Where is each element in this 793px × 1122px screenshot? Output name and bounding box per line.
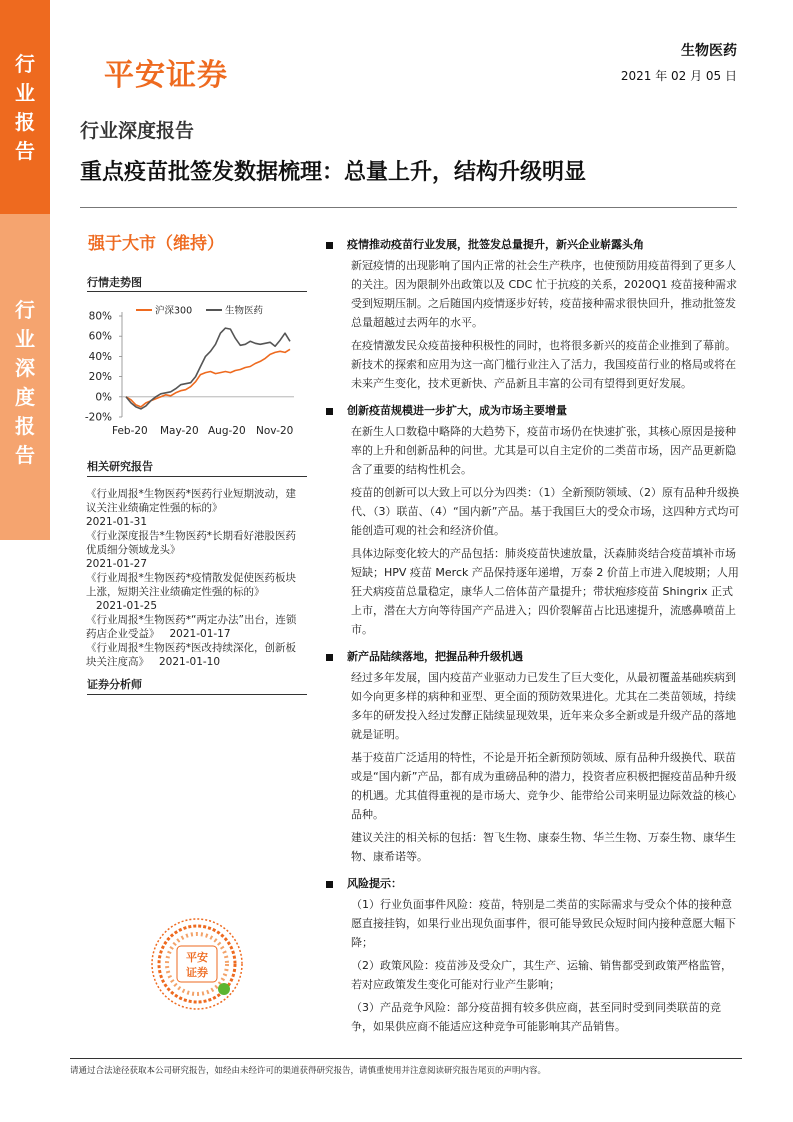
section-heading — [326, 236, 742, 254]
series-line-hs300 — [126, 349, 290, 407]
section-heading — [326, 402, 742, 420]
rating-label: 强于大市（维持） — [88, 234, 224, 254]
related-report-title: 《行业周报*生物医药*医改持续深化，创新板块关注度高》 — [86, 642, 296, 668]
analyst-divider — [87, 694, 307, 695]
paragraph: 新冠疫情的出现影响了国内正常的社会生产秩序，也使预防用疫苗得到了更多人的关注。因为限制外出政策以及 CDC 忙于抗疫的关系，2020Q1 疫苗接种需求受到短期压制。之后随国内疫情逐步好转，疫苗接种需求很快回升，推动批签发总量超越过去两年的水平。 — [351, 259, 737, 329]
sidebar-char: 报 — [15, 110, 35, 134]
section-heading-text: 新产品陆续落地，把握品种升级机遇 — [347, 650, 523, 663]
sidebar-char: 告 — [15, 139, 35, 163]
paragraph: 具体边际变化较大的产品包括：肺炎疫苗快速放量，沃森肺炎结合疫苗填补市场短缺；HPV 疫苗 Merck 产品保持逐年递增，万泰 2 价苗上市进入爬坡期；人用狂犬病疫苗总量稳定，康华人二倍体苗产量提升；带状疱疹疫苗 Shingrix 正式上市，潜在大方向等待国产产品进入；四价裂解苗占比迅速提升，流感鼻喷苗上市。 — [351, 547, 739, 636]
related-report-item[interactable] — [86, 571, 300, 613]
paragraph: 在新生人口数稳中略降的大趋势下，疫苗市场仍在快速扩张，其核心原因是接种率的上升和创新品种的问世。尤其是可以自主定价的二类苗市场，因产品更新隐含了重要的结构性机会。 — [351, 425, 736, 476]
sidebar-char: 度 — [15, 385, 35, 409]
related-report-title: 《行业周报*生物医药*疫情散发促使医药板块上涨，短期关注业绩确定性强的标的》 — [86, 572, 296, 598]
trend-divider — [87, 291, 307, 292]
paragraph: 经过多年发展，国内疫苗产业驱动力已发生了巨大变化，从最初覆盖基础疾病到如今向更多样的病种和亚型、更全面的预防效果进化。尤其在二类苗领域，持续多年的研发投入经过发酵正陆续显现效果，近年来众多全新或是升级产品的落地就是证明。 — [351, 671, 736, 741]
section-heading — [326, 875, 742, 893]
paragraph: （2）政策风险：疫苗涉及受众广，其生产、运输、销售都受到政策严格监管，若对应政策发生变化可能对行业产生影响； — [351, 959, 732, 991]
main-content — [326, 236, 742, 1040]
y-tick-label: -20% — [84, 411, 112, 424]
y-tick-label: 80% — [88, 310, 112, 323]
related-reports-list — [86, 487, 300, 669]
footer-divider — [70, 1058, 742, 1059]
page-title: 重点疫苗批签发数据梳理：总量上升，结构升级明显 — [80, 160, 587, 185]
qr-logo-text: 证券 — [186, 966, 208, 979]
related-heading: 相关研究报告 — [87, 460, 153, 473]
related-report-title: 《行业周报*生物医药*医药行业短期波动，建议关注业绩确定性强的标的》 — [86, 488, 296, 514]
footer-disclaimer: 请通过合法途径获取本公司研究报告，如经由未经许可的渠道获得研究报告，请慎重使用并注意阅读研究报告尾页的声明内容。 — [70, 1066, 547, 1076]
company-logo: 平安证券 — [104, 58, 228, 93]
related-report-item[interactable] — [86, 641, 300, 669]
report-type: 行业深度报告 — [80, 120, 195, 142]
title-divider — [80, 207, 737, 208]
related-report-date: 2021-01-27 — [86, 558, 148, 570]
x-tick-label: Nov-20 — [256, 425, 294, 437]
x-tick-label: Feb-20 — [112, 425, 148, 437]
qr-logo-text: 平安 — [186, 951, 208, 964]
related-report-date: 2021-01-25 — [96, 600, 158, 612]
legend-label: 沪深300 — [155, 305, 193, 317]
sector-label: 生物医药 — [681, 43, 737, 59]
paragraph: （3）产品竞争风险：部分疫苗拥有较多供应商，甚至同时受到同类联苗的竞争，如果供应商不能适应这种竞争可能影响其产品销售。 — [351, 1001, 721, 1033]
paragraph: 疫苗的创新可以大致上可以分为四类：（1）全新预防领域、（2）原有品种升级换代、（3）联苗、（4）“国内新”产品。基于我国巨大的受众市场，这四种方式均可能创造可观的社会和经济价值。 — [351, 486, 740, 537]
legend-label: 生物医药 — [225, 305, 264, 317]
paragraph: （1）行业负面事件风险：疫苗，特别是二类苗的实际需求与受众个体的接种意愿直接挂钩，如果行业出现负面事件，很可能导致民众短时间内接种意愿大幅下降； — [351, 898, 736, 949]
y-tick-label: 0% — [95, 391, 112, 404]
trend-heading: 行情走势图 — [87, 276, 142, 289]
section-heading-text: 疫情推动疫苗行业发展，批签发总量提升，新兴企业崭露头角 — [347, 238, 644, 251]
related-report-item[interactable] — [86, 487, 300, 529]
related-divider — [87, 476, 307, 477]
sidebar-char: 报 — [15, 414, 35, 438]
sidebar-char: 行 — [15, 52, 35, 76]
qr-code-image — [150, 917, 244, 1011]
sidebar-subcategory-tab — [0, 214, 50, 540]
paragraph: 建议关注的相关标的包括：智飞生物、康泰生物、华兰生物、万泰生物、康华生物、康希诺等。 — [351, 831, 736, 863]
y-tick-label: 40% — [88, 350, 112, 363]
square-bullet-icon — [326, 242, 333, 249]
related-report-item[interactable] — [86, 529, 300, 571]
trend-chart — [84, 300, 306, 440]
related-report-title: 《行业深度报告*生物医药*长期看好港股医药优质细分领域龙头》 — [86, 530, 296, 556]
related-report-title: 《行业周报*生物医药*“两定办法”出台，连锁药店企业受益》 — [86, 614, 297, 640]
sidebar-category-tab — [0, 0, 50, 214]
section-heading-text: 创新疫苗规模进一步扩大，成为市场主要增量 — [347, 404, 567, 417]
analyst-heading: 证券分析师 — [87, 678, 142, 691]
related-report-item[interactable] — [86, 613, 300, 641]
paragraph: 在疫情激发民众疫苗接种积极性的同时，也将很多新兴的疫苗企业推到了幕前。新技术的探索和应用为这一高门槛行业注入了活力，我国疫苗行业的格局或将在未来产生变化，技术更新快、产品新且丰富的公司有望得到更好发展。 — [351, 339, 736, 390]
sidebar-char: 业 — [15, 327, 35, 351]
report-date: 2021 年 02 月 05 日 — [620, 69, 737, 83]
y-tick-label: 60% — [88, 330, 112, 343]
sidebar-char: 业 — [15, 81, 35, 105]
related-report-date: 2021-01-10 — [159, 656, 221, 668]
square-bullet-icon — [326, 654, 333, 661]
section-heading-text: 风险提示： — [347, 877, 402, 890]
square-bullet-icon — [326, 408, 333, 415]
paragraph: 基于疫苗广泛适用的特性，不论是开拓全新预防领域、原有品种升级换代、联苗或是“国内新”产品，都有成为重磅品种的潜力，投资者应积极把握疫苗品种升级的机遇。尤其值得重视的是市场大、竞争少、能带给公司来明显边际效益的核心品种。 — [351, 751, 737, 821]
square-bullet-icon — [326, 881, 333, 888]
related-report-date: 2021-01-31 — [86, 516, 148, 528]
y-tick-label: 20% — [88, 371, 112, 384]
section-heading — [326, 648, 742, 666]
related-report-date: 2021-01-17 — [169, 628, 231, 640]
x-tick-label: May-20 — [160, 425, 199, 437]
sidebar-char: 行 — [15, 298, 35, 322]
sidebar-char: 深 — [15, 356, 35, 380]
sidebar-char: 告 — [15, 443, 35, 467]
x-tick-label: Aug-20 — [208, 425, 246, 437]
